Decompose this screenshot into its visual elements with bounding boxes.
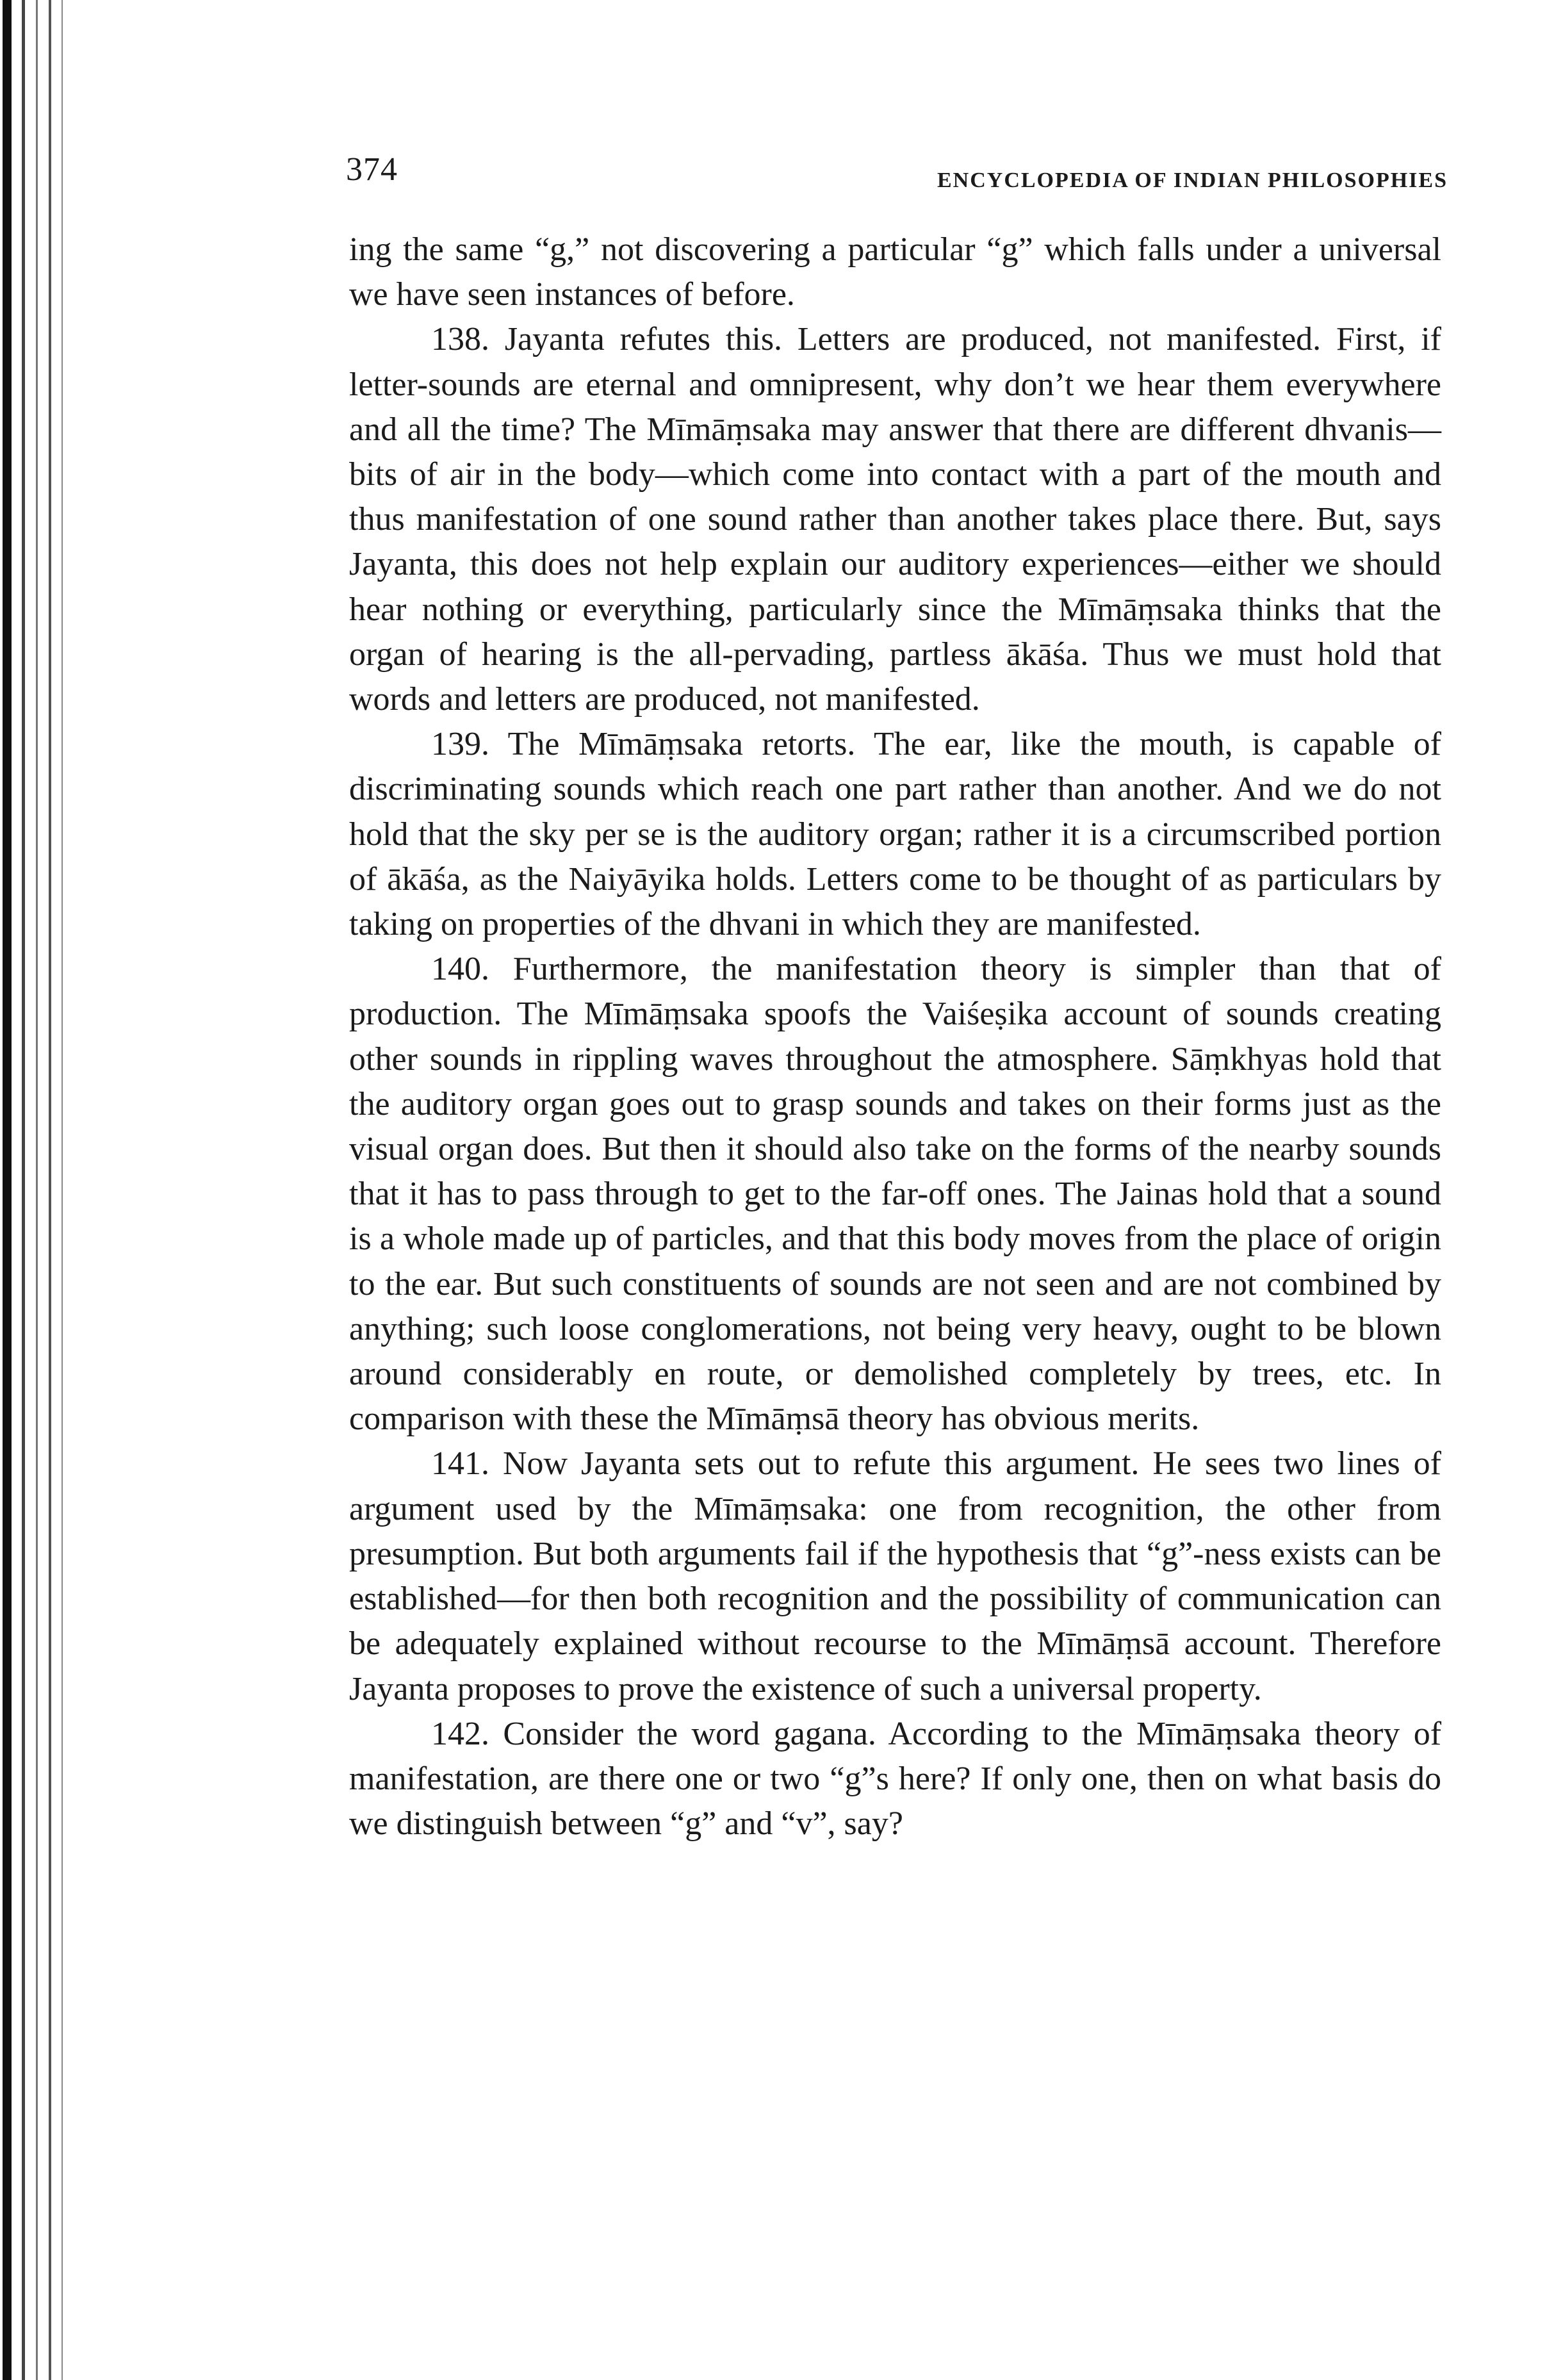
- paragraph-text: Now Jayanta sets out to refute this argument. He sees two lines of argument used by the Mīmāṃsaka: one from recognition, the other from presumption. But both arguments fail if the hypothesis that “g”-ness exists can be established—for then both recognition and the possibility of communication can be adequately explained without recourse to the Mīmāṃsā account. Therefore Jayanta proposes to prove the existence of such a universal property.: [349, 1445, 1441, 1707]
- paragraph-142: [349, 1712, 1441, 1847]
- paragraph-139: [349, 722, 1441, 947]
- paragraph-text: The Mīmāṃsaka retorts. The ear, like the mouth, is capable of discriminating sounds which reach one part rather than another. And we do not hold that the sky per se is the auditory organ; rather it is a circumscribed portion of ākāśa, as the Naiyāyika holds. Letters come to be thought of as particulars by taking on properties of the dhvani in which they are manifested.: [349, 726, 1441, 943]
- running-head: ENCYCLOPEDIA OF INDIAN PHILOSOPHIES: [937, 168, 1448, 192]
- page-number: 374: [346, 151, 398, 188]
- binding-line: [61, 0, 63, 2380]
- paragraph-text: Furthermore, the manifestation theory is simpler than that of production. The Mīmāṃsaka spoofs the Vaiśeṣika account of sounds creating other sounds in rippling waves throughout the atmosphere. Sāṃkhyas hold that the auditory organ goes out to grasp sounds and takes on their forms just as the visual organ does. But then it should also take on the forms of the nearby sounds that it has to pass through to get to the far-off ones. The Jainas hold that a sound is a whole made up of particles, and that this body moves from the place of origin to the ear. But such constituents of sounds are not seen and are not combined by anything; such loose conglomerations, not being very heavy, ought to be blown around considerably en route, or demolished completely by trees, etc. In comparison with these the Mīmāṃsā theory has obvious merits.: [349, 951, 1442, 1438]
- binding-line: [22, 0, 25, 2380]
- paragraph-141: [349, 1441, 1441, 1711]
- binding-line: [36, 0, 38, 2380]
- paragraph-continued: [349, 227, 1441, 317]
- binding-line: [3, 0, 12, 2380]
- page-header: [346, 151, 1448, 202]
- paragraph-text: Consider the word gagana. According to the Mīmāṃsaka theory of manifestation, are there one or two “g”s here? If only one, then on what basis do we distinguish between “g” and “v”, say?: [349, 1715, 1442, 1842]
- paragraph-number: 139.: [431, 726, 489, 763]
- paragraph-text: Jayanta refutes this. Letters are produced, not manifested. First, if letter-sounds are eternal and omnipresent, why don’t we hear them everywhere and all the time? The Mīmāṃsaka may answer that there are different dhvanis—bits of air in the body—which come into contact with a part of the mouth and thus manifestation of one sound rather than another takes place there. But, says Jayanta, this does not help explain our auditory experiences—either we should hear nothing or everything, particularly since the Mīmāṃsaka thinks that the organ of hearing is the all-pervading, partless ākāśa. Thus we must hold that words and letters are produced, not manifested.: [349, 321, 1441, 718]
- paragraph-number: 138.: [431, 321, 489, 358]
- paragraph-140: [349, 947, 1441, 1441]
- paragraph-number: 141.: [431, 1445, 489, 1482]
- binding-line: [49, 0, 51, 2380]
- body-text: [349, 227, 1441, 1846]
- paragraph-number: 140.: [431, 951, 489, 988]
- binding-edge: [0, 0, 96, 2380]
- paragraph-138: [349, 317, 1441, 722]
- paragraph-number: 142.: [431, 1715, 489, 1752]
- paragraph-text: ing the same “g,” not discovering a particular “g” which falls under a universal we have seen instances of before.: [349, 231, 1441, 313]
